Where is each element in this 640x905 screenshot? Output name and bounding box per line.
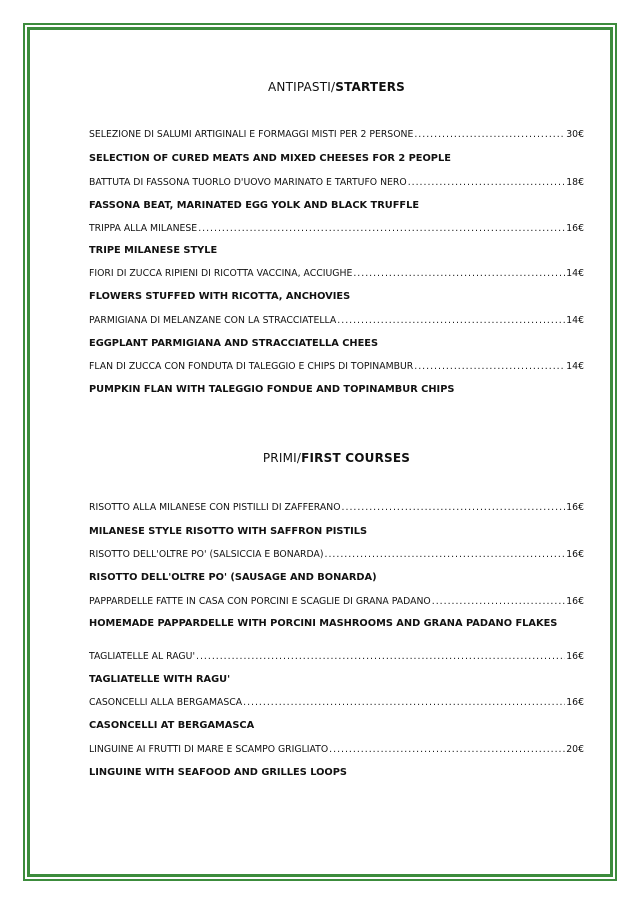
menu-item-en: HOMEMADE PAPPARDELLE WITH PORCINI MASHROOMS AND GRANA PADANO FLAKES: [89, 618, 558, 629]
item-price: 16€: [566, 596, 584, 607]
menu-item-en: SELECTION OF CURED MEATS AND MIXED CHEESES FOR 2 PEOPLE: [89, 153, 451, 164]
menu-item-it: [89, 651, 584, 662]
leader-dots: [414, 129, 565, 140]
leader-dots: [325, 549, 566, 560]
item-name-it: RISOTTO ALLA MILANESE CON PISTILLI DI ZAFFERANO: [89, 502, 341, 513]
menu-item-en: CASONCELLI AT BERGAMASCA: [89, 720, 255, 731]
item-name-it: BATTUTA DI FASSONA TUORLO D'UOVO MARINATO E TARTUFO NERO: [89, 177, 407, 188]
item-price: 14€: [566, 268, 584, 279]
item-price: 14€: [566, 361, 584, 372]
section-title-first-courses: [89, 451, 584, 465]
item-name-it: CASONCELLI ALLA BERGAMASCA: [89, 697, 243, 708]
leader-dots: [243, 697, 565, 708]
item-price: 16€: [566, 697, 584, 708]
leader-dots: [196, 651, 565, 662]
menu-item-it: [89, 268, 584, 279]
menu-item-en: FLOWERS STUFFED WITH RICOTTA, ANCHOVIES: [89, 291, 351, 302]
leader-dots: [408, 177, 566, 188]
menu-item-it: [89, 744, 584, 755]
leader-dots: [337, 315, 565, 326]
section-title-en: FIRST COURSES: [301, 451, 411, 465]
item-price: 18€: [566, 177, 584, 188]
menu-item-en: LINGUINE WITH SEAFOOD AND GRILLES LOOPS: [89, 767, 347, 778]
menu-item-en: FASSONA BEAT, MARINATED EGG YOLK AND BLACK TRUFFLE: [89, 200, 420, 211]
item-price: 20€: [566, 744, 584, 755]
section-title-it: PRIMI/: [262, 451, 302, 465]
menu-item-it: [89, 697, 584, 708]
menu-item-en: PUMPKIN FLAN WITH TALEGGIO FONDUE AND TOPINAMBUR CHIPS: [89, 384, 455, 395]
item-name-it: TAGLIATELLE AL RAGU': [89, 651, 195, 662]
leader-dots: [432, 596, 566, 607]
menu-item-en: TAGLIATELLE WITH RAGU': [89, 674, 231, 685]
item-name-it: LINGUINE AI FRUTTI DI MARE E SCAMPO GRIGLIATO: [89, 744, 329, 755]
menu-item-it: [89, 549, 584, 560]
item-name-it: PARMIGIANA DI MELANZANE CON LA STRACCIATELLA: [89, 315, 337, 326]
leader-dots: [329, 744, 565, 755]
item-name-it: TRIPPA ALLA MILANESE: [89, 223, 198, 234]
menu-item-it: [89, 315, 584, 326]
menu-item-en: RISOTTO DELL'OLTRE PO' (SAUSAGE AND BONARDA): [89, 572, 377, 583]
item-price: 30€: [566, 129, 584, 140]
item-name-it: SELEZIONE DI SALUMI ARTIGINALI E FORMAGGI MISTI PER 2 PERSONE: [89, 129, 414, 140]
menu-item-en: EGGPLANT PARMIGIANA AND STRACCIATELLA CHEES: [89, 338, 379, 349]
menu-item-it: [89, 502, 584, 513]
menu-item-it: [89, 129, 584, 140]
menu-item-en: MILANESE STYLE RISOTTO WITH SAFFRON PISTILS: [89, 526, 368, 537]
menu-item-it: [89, 177, 584, 188]
menu-item-en: TRIPE MILANESE STYLE: [89, 245, 218, 256]
item-name-it: FIORI DI ZUCCA RIPIENI DI RICOTTA VACCINA, ACCIUGHE: [89, 268, 353, 279]
item-price: 16€: [566, 549, 584, 560]
menu-item-it: [89, 596, 584, 607]
leader-dots: [414, 361, 565, 372]
item-price: 16€: [566, 223, 584, 234]
section-title-starters: [89, 80, 584, 94]
leader-dots: [353, 268, 565, 279]
item-name-it: PAPPARDELLE FATTE IN CASA CON PORCINI E SCAGLIE DI GRANA PADANO: [89, 596, 431, 607]
leader-dots: [198, 223, 565, 234]
item-name-it: FLAN DI ZUCCA CON FONDUTA DI TALEGGIO E CHIPS DI TOPINAMBUR: [89, 361, 414, 372]
item-name-it: RISOTTO DELL'OLTRE PO' (SALSICCIA E BONARDA): [89, 549, 324, 560]
menu-item-it: [89, 361, 584, 372]
item-price: 16€: [566, 502, 584, 513]
leader-dots: [342, 502, 566, 513]
menu-item-it: [89, 223, 584, 234]
item-price: 14€: [566, 315, 584, 326]
item-price: 16€: [566, 651, 584, 662]
section-title-it: ANTIPASTI/: [267, 80, 336, 94]
section-title-en: STARTERS: [335, 80, 406, 94]
